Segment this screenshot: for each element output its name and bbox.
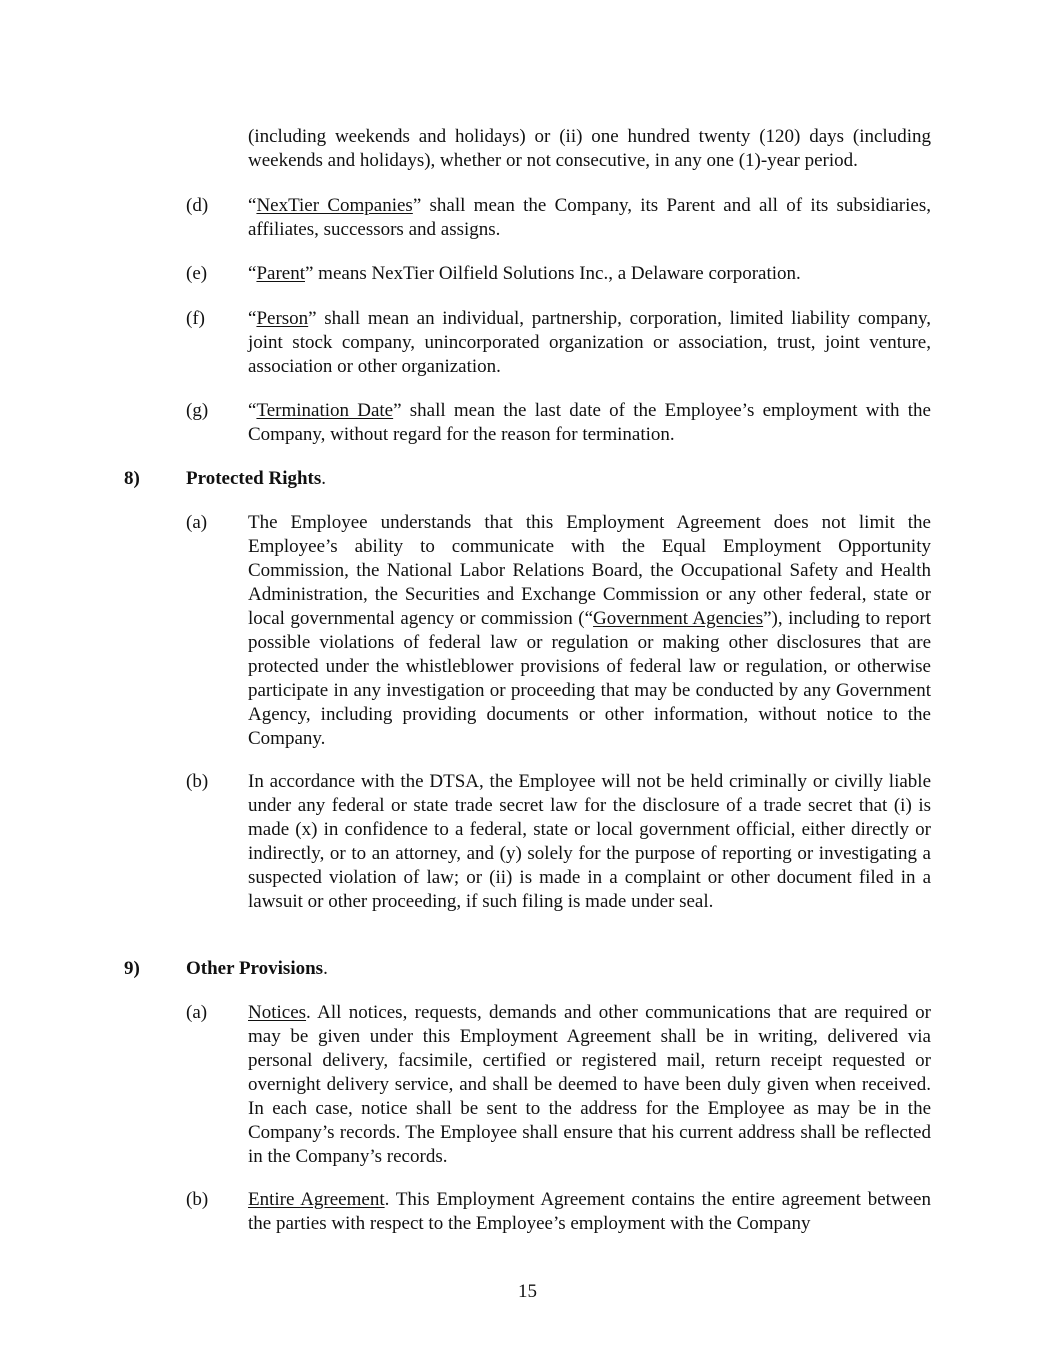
continuation-paragraph: (including weekends and holidays) or (ii) one hundred twenty (120) days (including weekends and holidays), whether or not consecutive, in any one (1)-year period. — [248, 126, 931, 171]
definition-f: (f) “Person” shall mean an individual, partnership, corporation, limited liability company, joint stock company, unincorporated organization or association, trust, joint venture, association or other organization. — [186, 308, 931, 377]
defined-term: NexTier Companies — [256, 195, 413, 216]
subsection-label: (a) — [186, 512, 208, 533]
definition-e: (e) “Parent” means NexTier Oilfield Solutions Inc., a Delaware corporation. — [186, 263, 801, 284]
subsection-heading: Entire Agreement — [248, 1189, 385, 1210]
section-8-a: (a) The Employee understands that this Employment Agreement does not limit the Employee’s ability to communicate with the Equal Employment Opportunity Commission, the National Labor Relations Board, the Occupational Safety and Health Administration, the Securities and Exchange Commission or any other federal, state or local governmental agency or commission (“Government Agencies”), including to report possible violations of federal law or regulation or making other disclosures that are protected under the whistleblower provisions of federal law or regulation, or otherwise participate in any investigation or proceeding that may be conducted by any Government Agency, including providing documents or other information, without notice to the Company. — [186, 512, 931, 749]
definition-g: (g) “Termination Date” shall mean the last date of the Employee’s employment with the Company, without regard for the reason for termination. — [186, 400, 931, 445]
definition-label: (d) — [186, 195, 209, 216]
subsection-label: (b) — [186, 771, 209, 792]
definition-d: (d) “NexTier Companies” shall mean the Company, its Parent and all of its subsidiaries, affiliates, successors and assigns. — [186, 195, 931, 240]
document-page: (including weekends and holidays) or (ii) one hundred twenty (120) days (including weekends and holidays), whether or not consecutive, in any one (1)-year period. (d) “NexTier Companies” shall mean the Company, its Parent and all of its subsidiaries, affiliates, successors and assigns. (e) “Parent” means NexTier Oilfield Solutions Inc., a Delaware corporation. (f) “Person” shall mean an individual, partnership, corporation, limited liability company, joint stock company, unincorporated organization or association, trust, joint venture, association or other organization. (g) “Termination Date” shall mean the last date of the Employee’s employment with the Company, without regard for the reason for termination. 8) Protected Rights. (a) The Employee understands that this Employment Agreement does not limit the Employee’s ability to communicate with the Equal Employment Opportunity Commission, the National Labor Relations Board, the Occupational Safety and Health Administration, the Securities and Exchange Commission or any other federal, state or local governmental agency or commission (“Government Agencies”), including to report possible violations of federal law or regulation or making other disclosures that are protected under the whistleblower provisions of federal law or regulation, or otherwise participate in any investigation or proceeding that may be conducted by any Government Agency, including providing documents or other information, without notice to the Company. (b) In accordance with the DTSA, the Employee will not be held criminally or civilly liable under any federal or state trade secret law for the disclosure of a trade secret that (i) is made (x) in confidence to a federal, state or local government official, either directly or indirectly, or to an attorney, and (y) solely for the purpose of reporting or investigating a suspected violation of law; or (ii) is made in a complaint or other document filed in a lawsuit or other proceeding, if such filing is made under seal. 9) Other Provisions. (a) Notices. All notices, requests, demands and other communications that are required or may be given under this Employment Agreement shall be in writing, delivered via personal delivery, facsimile, certified or registered mail, return receipt requested or overnight delivery service, and shall be deemed to have been duly given when received. In each case, notice shall be sent to the address for the Employee as may be in the Company’s records. The Employee shall ensure that his current address shall be reflected in the Company’s records. (b) Entire Agreement. This Employment Agreement contains the entire agreement between the parties with respect to the Employee’s employment with the Company 15 — [0, 0, 1055, 1365]
subsection-label: (b) — [186, 1189, 209, 1210]
section-number: 8) — [124, 468, 140, 489]
defined-term: Parent — [256, 263, 305, 284]
defined-term: Termination Date — [256, 400, 394, 421]
definition-label: (g) — [186, 400, 209, 421]
page-number: 15 — [518, 1281, 537, 1302]
section-title: Other Provisions — [186, 958, 324, 979]
section-8-b: (b) In accordance with the DTSA, the Employee will not be held criminally or civilly liable under any federal or state trade secret law for the disclosure of a trade secret that (i) is made (x) in confidence to a federal, state or local government official, either directly or indirectly, or to an attorney, and (y) solely for the purpose of reporting or investigating a suspected violation of law; or (ii) is made in a complaint or other document filed in a lawsuit or other proceeding, if such filing is made under seal. — [186, 771, 931, 912]
defined-term: Government Agencies — [593, 608, 764, 629]
definition-label: (e) — [186, 263, 208, 284]
section-9-a: (a) Notices. All notices, requests, demands and other communications that are required or may be given under this Employment Agreement shall be in writing, delivered via personal delivery, facsimile, certified or registered mail, return receipt requested or overnight delivery service, and shall be deemed to have been duly given when received. In each case, notice shall be sent to the address for the Employee as may be in the Company’s records. The Employee shall ensure that his current address shall be reflected in the Company’s records. — [186, 1002, 931, 1167]
subsection-heading: Notices — [248, 1002, 307, 1023]
section-9-b: (b) Entire Agreement. This Employment Agreement contains the entire agreement between the parties with respect to the Employee’s employment with the Company — [186, 1189, 931, 1234]
section-number: 9) — [124, 958, 140, 979]
section-title: Protected Rights — [186, 468, 322, 489]
definition-label: (f) — [186, 308, 205, 329]
defined-term: Person — [256, 308, 309, 329]
subsection-label: (a) — [186, 1002, 208, 1023]
